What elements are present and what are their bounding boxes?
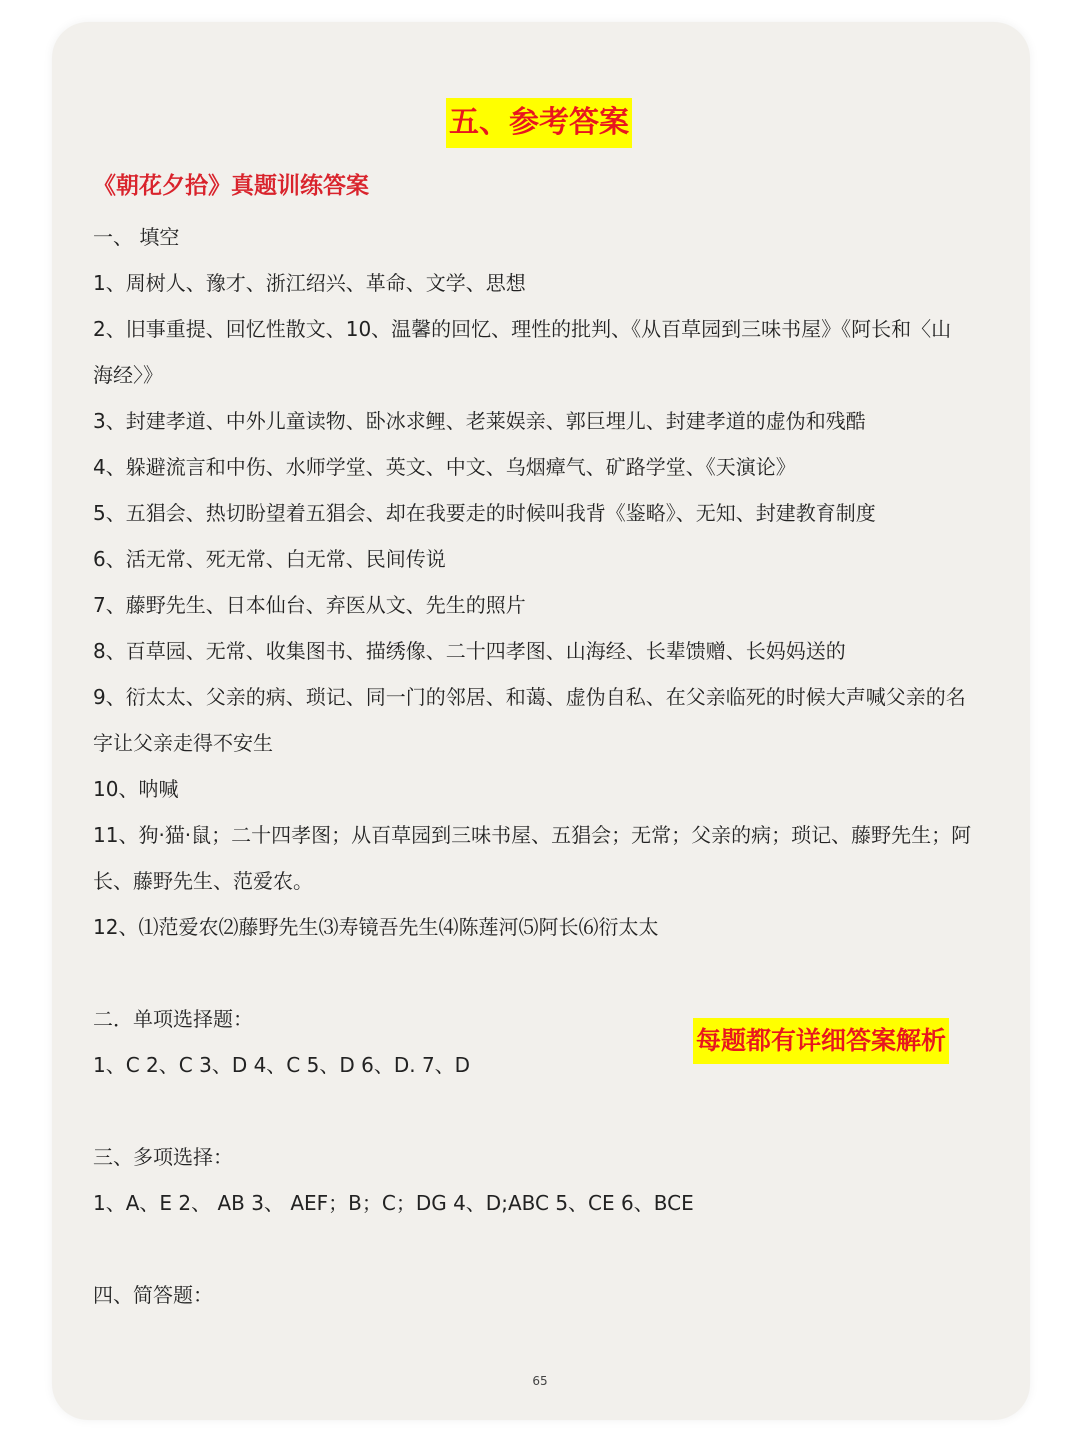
short-answer-heading: 四、简答题： bbox=[93, 1283, 213, 1307]
fill-line: 长、藤野先生、范爱农。 bbox=[93, 869, 313, 893]
answer-content bbox=[93, 214, 993, 1318]
fill-line: 10、呐喊 bbox=[93, 777, 179, 801]
fill-line: 2、旧事重提、回忆性散文、10、温馨的回忆、理性的批判、《从百草园到三味书屋》《阿长和〈山 bbox=[93, 317, 952, 341]
section-subtitle: 《朝花夕拾》真题训练答案 bbox=[93, 173, 369, 199]
fill-heading: 一、 填空 bbox=[93, 225, 180, 249]
spacer bbox=[93, 1088, 993, 1134]
multi-choice-answers: 1、A、E 2、 AB 3、 AEF；B；C；DG 4、D;ABC 5、CE 6、BCE bbox=[93, 1191, 694, 1215]
fill-line: 8、百草园、无常、收集图书、描绣像、二十四孝图、山海经、长辈馈赠、长妈妈送的 bbox=[93, 639, 846, 663]
single-choice-answers: 1、C 2、C 3、D 4、C 5、D 6、D. 7、D bbox=[93, 1053, 471, 1077]
single-choice-heading: 二．单项选择题： bbox=[93, 1007, 253, 1031]
fill-line: 7、藤野先生、日本仙台、弃医从文、先生的照片 bbox=[93, 593, 526, 617]
spacer bbox=[93, 950, 993, 996]
page-number: 65 bbox=[532, 1374, 548, 1388]
fill-line: 5、五猖会、热切盼望着五猖会、却在我要走的时候叫我背《鉴略》、无知、封建教育制度 bbox=[93, 501, 876, 525]
fill-line: 6、活无常、死无常、白无常、民间传说 bbox=[93, 547, 446, 571]
page-title: 五、参考答案 bbox=[446, 98, 632, 148]
fill-line: 9、衍太太、父亲的病、琐记、同一门的邻居、和蔼、虚伪自私、在父亲临死的时候大声喊父亲的名 bbox=[93, 685, 966, 709]
multi-choice-heading: 三、多项选择： bbox=[93, 1145, 233, 1169]
fill-line: 4、躲避流言和中伤、水师学堂、英文、中文、乌烟瘴气、矿路学堂、《天演论》 bbox=[93, 455, 796, 479]
fill-line: 1、周树人、豫才、浙江绍兴、革命、文学、思想 bbox=[93, 271, 526, 295]
fill-line: 11、狗·猫·鼠；二十四孝图；从百草园到三味书屋、五猖会；无常；父亲的病；琐记、藤野先生；阿 bbox=[93, 823, 972, 847]
fill-line: 12、⑴范爱农⑵藤野先生⑶寿镜吾先生⑷陈莲河⑸阿长⑹衍太太 bbox=[93, 915, 659, 939]
fill-line: 海经〉》 bbox=[93, 363, 163, 387]
fill-line: 3、封建孝道、中外儿童读物、卧冰求鲤、老莱娱亲、郭巨埋儿、封建孝道的虚伪和残酷 bbox=[93, 409, 866, 433]
fill-line: 字让父亲走得不安生 bbox=[93, 731, 273, 755]
highlight-note: 每题都有详细答案解析 bbox=[693, 1018, 949, 1064]
spacer bbox=[93, 1226, 993, 1272]
